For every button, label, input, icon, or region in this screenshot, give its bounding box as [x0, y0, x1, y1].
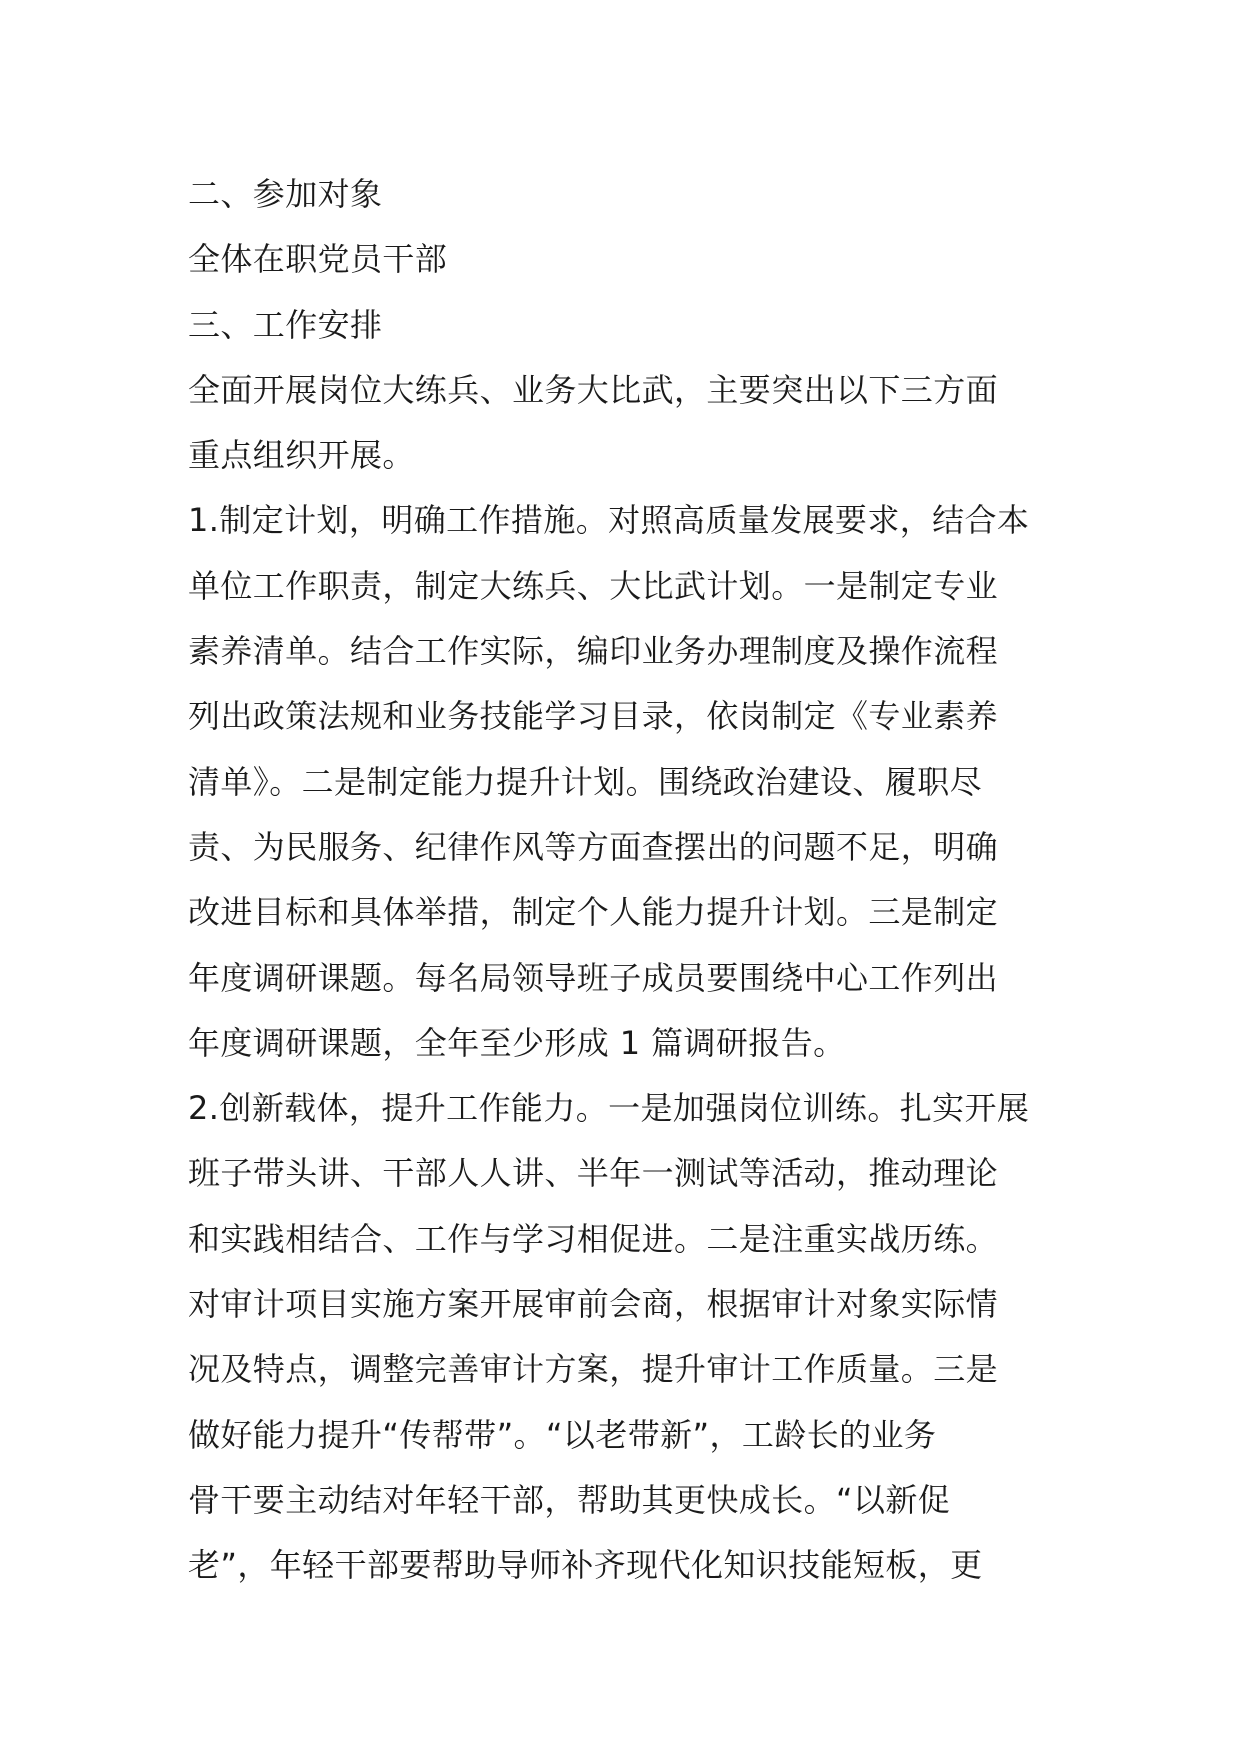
text-line: 和实践相结合、工作与学习相促进。二是注重实战历练。 — [188, 1219, 999, 1258]
text-line: 年度调研课题。每名局领导班子成员要围绕中心工作列出 — [188, 958, 999, 997]
text-line: 年度调研课题，全年至少形成 1 篇调研报告。 — [188, 1023, 846, 1062]
text-line: 列出政策法规和业务技能学习目录，依岗制定《专业素养 — [188, 697, 999, 736]
text-line: 单位工作职责，制定大练兵、大比武计划。一是制定专业 — [188, 566, 999, 605]
text-line: 2.创新载体，提升工作能力。一是加强岗位训练。扎实开展 — [188, 1089, 1030, 1128]
text-line: 班子带头讲、干部人人讲、半年一测试等活动，推动理论 — [188, 1154, 999, 1193]
text-line: 全面开展岗位大练兵、业务大比武，主要突出以下三方面 — [188, 370, 999, 409]
heading-participants: 二、参加对象 — [188, 175, 383, 213]
text-line: 骨干要主动结对年轻干部，帮助其更快成长。“以新促 — [188, 1480, 951, 1519]
text-line: 素养清单。结合工作实际，编印业务办理制度及操作流程 — [188, 632, 999, 671]
text-line: 做好能力提升“传帮带”。“以老带新”，工龄长的业务 — [188, 1415, 937, 1454]
text-line: 老”，年轻干部要帮助导师补齐现代化知识技能短板，更 — [188, 1546, 983, 1585]
document-body — [188, 162, 1068, 1599]
text-line: 对审计项目实施方案开展审前会商，根据审计对象实际情 — [188, 1285, 999, 1324]
text-line: 责、为民服务、纪律作风等方面查摆出的问题不足，明确 — [188, 827, 999, 866]
text-line: 1.制定计划，明确工作措施。对照高质量发展要求，结合本 — [188, 501, 1030, 540]
text-line: 全体在职党员干部 — [188, 240, 448, 279]
text-line: 况及特点，调整完善审计方案，提升审计工作质量。三是 — [188, 1350, 999, 1389]
text-line: 清单》。二是制定能力提升计划。围绕政治建设、履职尽 — [188, 762, 983, 801]
text-line: 改进目标和具体举措，制定个人能力提升计划。三是制定 — [188, 893, 999, 932]
text-line: 重点组织开展。 — [188, 436, 415, 475]
heading-work-arrangement: 三、工作安排 — [188, 305, 383, 344]
